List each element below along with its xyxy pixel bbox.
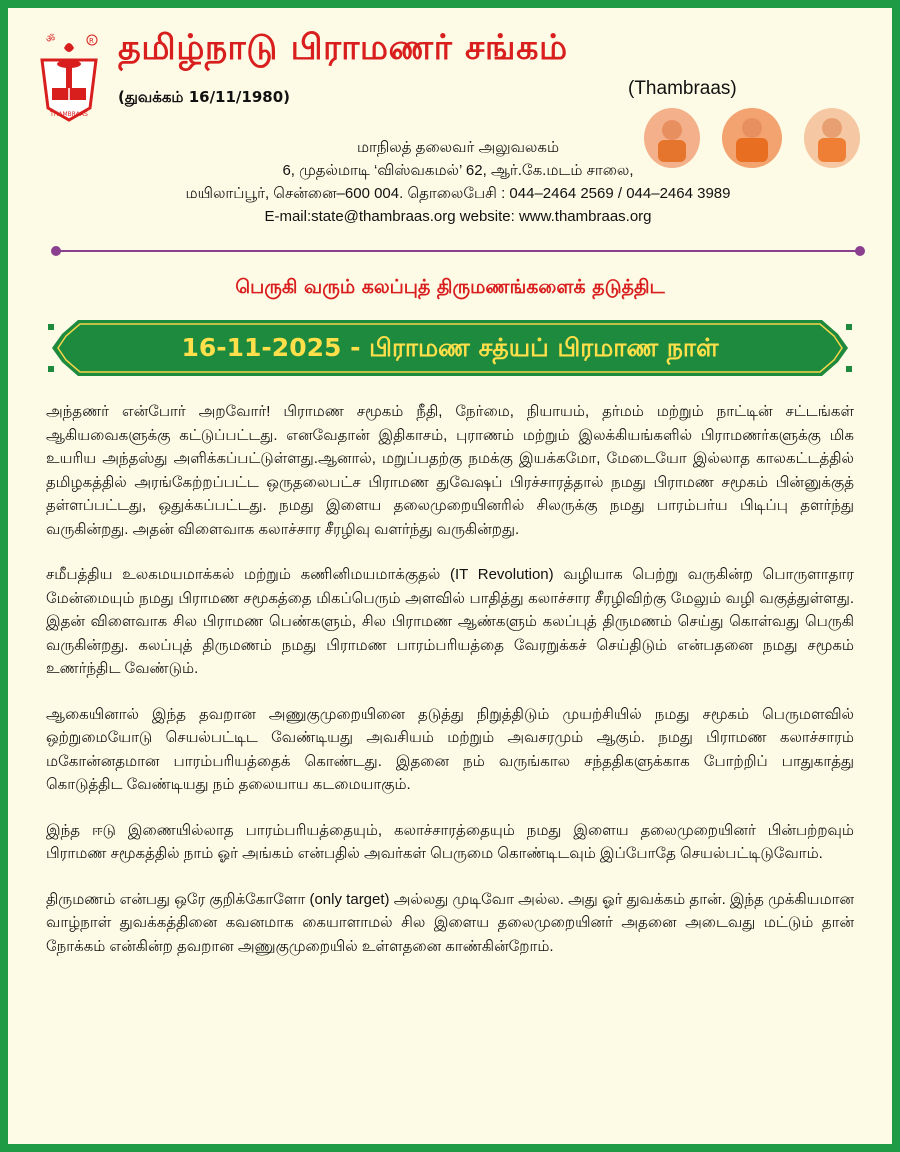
portrait-3-icon: [804, 108, 860, 168]
svg-text:R: R: [89, 37, 94, 45]
office-address: [158, 136, 758, 228]
office-address-line: 6, முதல்மாடி ‘விஸ்வகமல்’ 62, ஆர்.கே.மடம் சாலை,: [282, 162, 634, 179]
organization-title: தமிழ்நாடு பிராமணர் சங்கம்: [118, 28, 568, 68]
logo-text: THAMBRAAS: [50, 111, 88, 118]
svg-text:ॐ: ॐ: [46, 34, 56, 45]
header-divider: [56, 250, 860, 252]
banner-title: 16-11-2025 - பிராமண சத்யப் பிரமாண நாள்: [181, 333, 719, 362]
tagline: பெருகி வரும் கலப்புத் திருமணங்களைக் தடுத்திட: [235, 276, 665, 298]
letter-body: [46, 400, 854, 980]
paragraph: அந்தணர் என்போர் அறவோர்! பிராமண சமூகம் நீதி, நேர்மை, நியாயம், தர்மம் மற்றும் நாட்டின் சட்டங்கள் ஆகியவைகளுக்கு கட்டுப்பட்டது. எனவேதான் இதிகாசம், புராணம் மற்றும் இலக்கியங்களில் பிராமணர்களுக்கு மிக உயரிய அந்தஸ்து அளிக்கப்பட்டுள்ளது.ஆனால், மறுப்பதற்கு நமக்கு இயக்கமோ, மேடையோ இல்லாத காலகட்டத்தில் தமிழகத்தில் அரங்கேற்றப்பட்ட ஒருதலைபட்ச பிராமண துவேஷப் பிரச்சாரத்தால் நமது பிராமண சமூகம் பின்னுக்குத் தள்ளப்பட்டது, ஒதுக்கப்பட்டது. நமது இளைய தலைமுறையினரில் சிலருக்கு நமது பாரம்பர்ய பிடிப்பு தளர்ந்து வருகின்றது. அதன் விளைவாக கலாச்சார சீரழிவு வளர்ந்து வருகின்றது.: [46, 403, 854, 538]
paragraph: ஆகையினால் இந்த தவறான அணுகுமுறையினை தடுத்து நிறுத்திடும் முயற்சியில் நமது சமூகம் பெருமளவில் ஒற்றுமையோடு செயல்பட்டிட வேண்டியது அவசியம் மற்றும் அவசரமும் ஆகும். நமது பிராமண கலாச்சாரம் மகோன்னதமான பாரம்பரியத்தைக் கொண்டது. இதனை நம் வருங்கால சந்ததிகளுக்காக போற்றிப் பாதுகாத்து கொடுத்திட வேண்டியது நம் தலையாய கடமையாகும்.: [46, 705, 854, 793]
paragraph: சமீபத்திய உலகமயமாக்கல் மற்றும் கணினிமயமாக்குதல் (IT Revolution) வழியாக பெற்று வருகின்ற பொருளாதார மேன்மையும் நமது பிராமண சமூகத்தை மிகப்பெரும் அளவில் பாதித்து கலாச்சார சீரழிவிற்கு மேலும் வழி வகுத்துள்ளது. இதன் விளைவாக சில பிராமண பெண்களும், சில பிராமண ஆண்களும் கலப்புத் திருமணம் செய்து கொள்வது பெருகி வருகின்றது. கலப்புத் திருமணம் நமது பிராமண பாரம்பரியத்தை வேரறுக்கச் செய்திடும் என்பதனை நமது சமூகம் உணர்ந்திட வேண்டும்.: [46, 566, 854, 677]
founded-date: (துவக்கம் 16/11/1980): [118, 88, 291, 106]
paragraph: திருமணம் என்பது ஒரே குறிக்கோளோ (only target) அல்லது முடிவோ அல்ல. அது ஓர் துவக்கம் தான். இந்த முக்கியமான வாழ்நாள் துவக்கத்தினை கவனமாக கையாளாமல் சில இளைய தலைமுறையினர் அதனை அடைவது மட்டும் தான் நோக்கம் என்கின்ற தவறான அணுகுமுறையில் உள்ளதனை காண்கின்றோம்.: [46, 890, 854, 955]
letterhead-page: [8, 8, 892, 1144]
thambraas-logo-icon: [28, 30, 110, 126]
office-phone-line: மயிலாப்பூர், சென்னை–600 004. தொலைபேசி : 044–2464 2569 / 044–2464 3989: [185, 185, 731, 202]
office-title: மாநிலத் தலைவர் அலுவலகம்: [356, 139, 560, 156]
brand-english-name: (Thambraas): [628, 78, 737, 99]
paragraph: இந்த ஈடு இணையில்லாத பாரம்பரியத்தையும், கலாச்சாரத்தையும் நமது இளைய தலைமுறையினர் பின்பற்றவும் பிராமண சமூகத்தில் நாம் ஓர் அங்கம் என்பதில் அவர்கள் பெருமை கொண்டிடவும் இப்போதே செயல்பட்டிடுவோம்.: [46, 821, 854, 862]
office-contact-line: E-mail:state@thambraas.org website: www.thambraas.org: [264, 208, 652, 225]
